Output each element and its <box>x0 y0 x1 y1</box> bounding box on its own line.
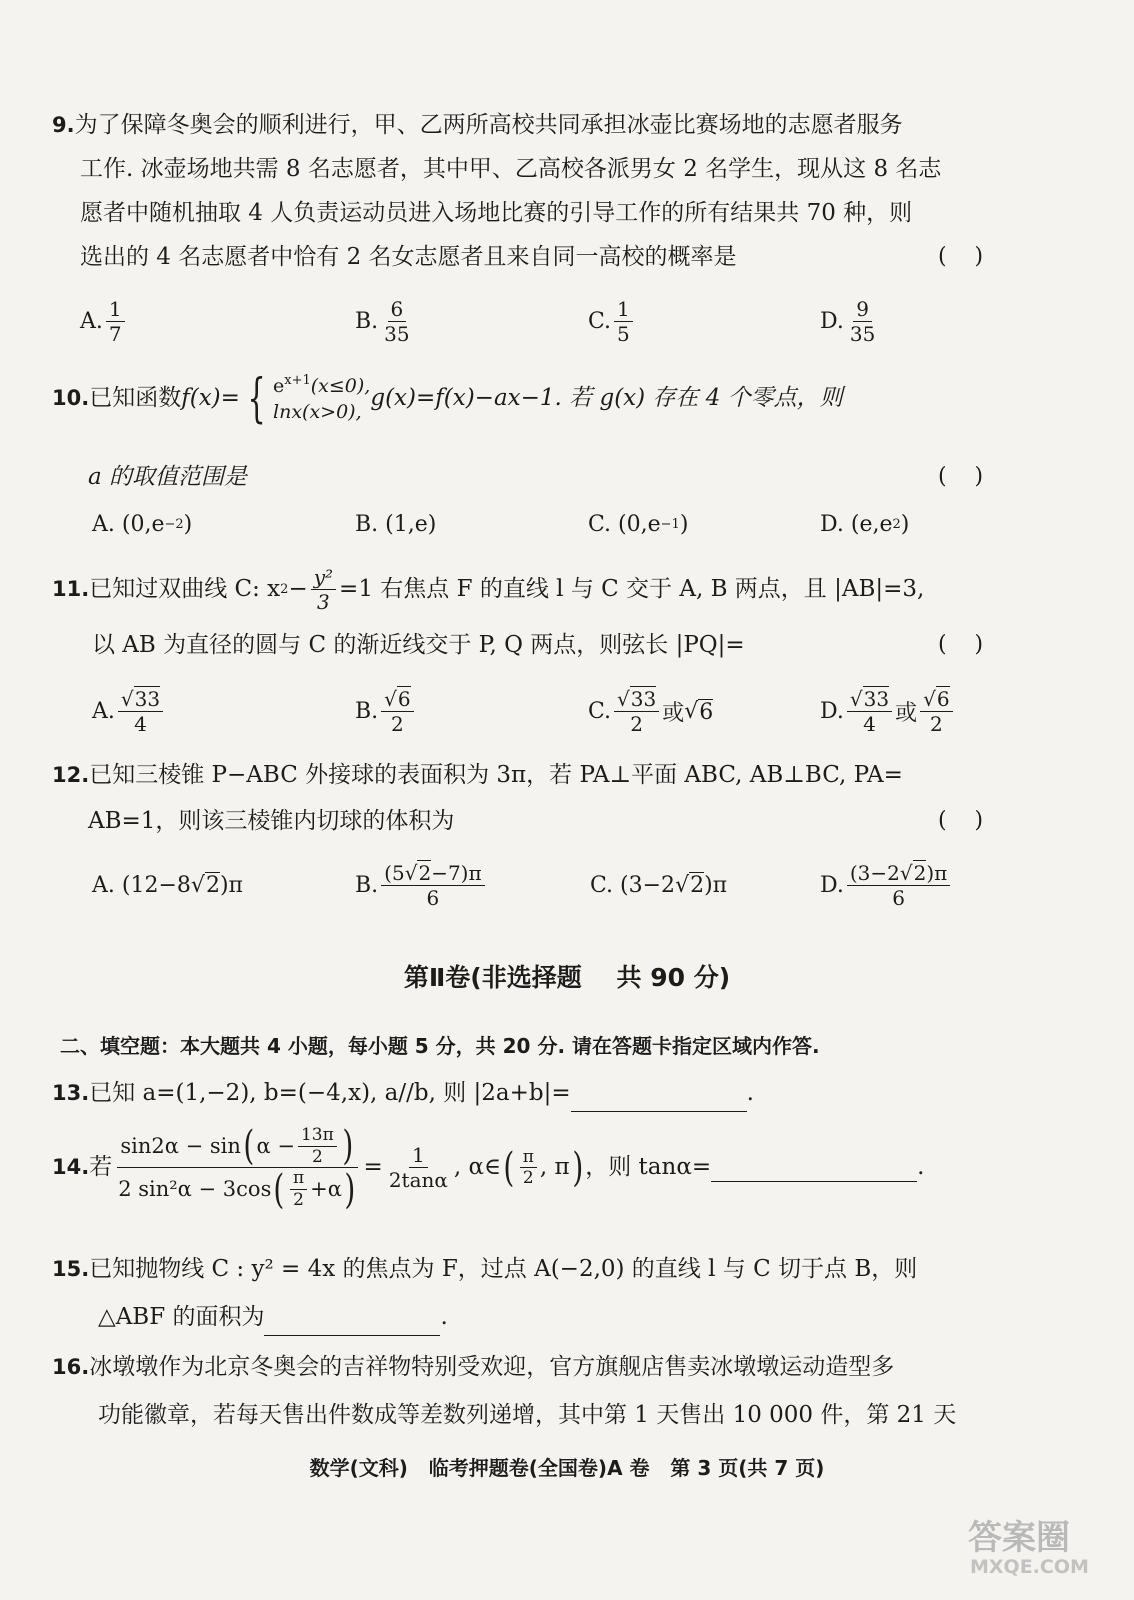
q11-text-pre: 已知过双曲线 C: x <box>89 575 281 602</box>
denominator: 2 <box>391 712 404 736</box>
option-exponent: −1 <box>660 517 680 532</box>
or-word: 或 <box>895 701 918 726</box>
radicand: 2 <box>205 873 220 898</box>
q9-option-b <box>355 298 416 345</box>
radicand: 33 <box>863 687 890 711</box>
q10-line2: a 的取值范围是 <box>88 464 248 490</box>
q10-option-c <box>588 512 688 537</box>
fraction <box>847 688 892 735</box>
numerator: 9 <box>853 298 872 322</box>
q16-line2: 功能徽章，若每天售出件数成等差数列递增，其中第 1 天售出 10 000 件，第 21 天 <box>98 1402 957 1428</box>
numerator: (5√2−7)π <box>381 862 484 886</box>
denominator: 2 <box>522 1168 534 1189</box>
q9-line2: 工作. 冰壶场地共需 8 名志愿者，其中甲、乙高校各派男女 2 名学生，现从这 8 名志 <box>80 156 942 182</box>
case1-condition: (x≤0), <box>310 375 371 397</box>
option-label: B. <box>355 512 379 537</box>
q11-option-c: C. $\frac{√33}{2}$ 或 √ 6 <box>588 687 714 736</box>
q13-line <box>52 1080 754 1112</box>
option-label: B. <box>355 699 379 724</box>
q14-main-fraction <box>115 1123 360 1213</box>
q11-line1: 11. 已知过双曲线 C: x 2 − $\frac{\text{y²}}{3}$ =1 右焦点 F 的直线 l 与 C 交于 A, B 两点，且 |AB|=3, <box>52 565 925 614</box>
q12-option-a: A. (12−8 √ 2 )π <box>92 872 243 898</box>
option-close: ) <box>900 512 910 537</box>
q12-text-line1: 已知三棱锥 P−ABC 外接球的表面积为 3π，若 PA⊥平面 ABC, AB⊥BC, PA= <box>89 762 903 788</box>
fraction <box>381 862 484 909</box>
q13-text: 已知 a=(1,−2), b=(−4,x), a//b, 则 |2a+b|= <box>89 1080 571 1106</box>
option-close: )π <box>704 872 728 898</box>
q12-number: 12. <box>52 763 90 787</box>
option-label: D. <box>820 699 844 724</box>
q10-option-b <box>355 512 436 537</box>
watermark-logo: 答案圈 <box>968 1518 1070 1558</box>
right-paren: ) <box>342 1123 354 1170</box>
q11-number: 11. <box>52 576 90 601</box>
q12-option-c: C. (3−2 √ 2 )π <box>590 872 728 898</box>
numerator <box>117 1123 358 1170</box>
q14-number: 14. <box>52 1155 90 1180</box>
q15-number: 15. <box>52 1257 90 1281</box>
q16-line1 <box>52 1354 894 1382</box>
numerator-pre: (3−2 <box>849 861 900 885</box>
fraction <box>298 1126 337 1166</box>
option-label: A. <box>80 309 103 334</box>
fraction <box>290 1169 307 1209</box>
q9-line3: 愿者中随机抽取 4 人负责运动员进入场地比赛的引导工作的所有结果共 70 种，则 <box>80 200 913 226</box>
radicand: 33 <box>630 687 657 711</box>
numerator: √33 <box>118 688 163 712</box>
period: . <box>440 1304 448 1330</box>
q12-answer-paren: ( ) <box>938 808 984 833</box>
numerator: (3−2√2)π <box>847 862 950 886</box>
denominator: 35 <box>384 322 410 346</box>
q9-line4: 选出的 4 名志愿者中恰有 2 名女志愿者且来自同一高校的概率是 <box>80 244 737 270</box>
case1-base: e <box>273 375 285 397</box>
right-paren: ) <box>571 1144 583 1191</box>
q9-number: 9. <box>52 113 75 137</box>
q11-option-d <box>820 688 956 735</box>
fraction <box>106 298 125 345</box>
q11-option-a <box>92 688 166 735</box>
fraction <box>381 688 413 735</box>
denominator: 2 <box>293 1190 304 1211</box>
denominator: 7 <box>108 322 122 346</box>
fraction <box>920 688 952 735</box>
numerator: 1 <box>614 298 633 322</box>
option-label: B. <box>355 309 379 334</box>
numerator: √6 <box>920 688 952 712</box>
option-close: ) <box>679 512 689 537</box>
option-label: A. <box>92 872 115 898</box>
piecewise-brace: { <box>247 368 266 429</box>
q10-option-d <box>820 512 909 537</box>
q12-option-b <box>355 862 488 909</box>
denominator: 4 <box>134 712 147 736</box>
option-text: (3−2 <box>620 872 676 898</box>
numerator: 1 <box>409 1144 428 1168</box>
option-label: C. <box>588 309 612 334</box>
q15-text-line2: △ABF 的面积为 <box>98 1304 265 1330</box>
denominator: 4 <box>863 712 876 736</box>
condition-text: , π <box>539 1154 570 1181</box>
numerator: y² <box>311 566 336 590</box>
part2-heading: 第Ⅱ卷(非选择题 共 90 分) <box>403 963 731 992</box>
q11-answer-paren: ( ) <box>938 632 984 657</box>
radicand: 2 <box>690 873 705 898</box>
radicand: 2 <box>913 861 927 885</box>
case1-exponent: x+1 <box>284 373 311 388</box>
fraction <box>118 688 163 735</box>
radicand: 6 <box>699 699 714 725</box>
fraction <box>311 566 336 613</box>
left-paren: ( <box>503 1144 515 1191</box>
piecewise-case-2: lnx(x>0), <box>273 400 362 423</box>
option-close: ) <box>183 512 193 537</box>
q9-option-c <box>588 298 636 345</box>
radicand: 33 <box>134 687 161 711</box>
q10-fx: f(x)= <box>181 384 240 411</box>
option-label: D. <box>820 873 844 898</box>
denominator: 5 <box>617 322 630 346</box>
section2-title: 二、填空题：本大题共 4 小题，每小题 5 分，共 20 分. 请在答题卡指定区域内作答. <box>60 1034 820 1058</box>
fraction <box>386 1144 451 1191</box>
equals: = <box>363 1154 383 1181</box>
q10-answer-paren: ( ) <box>938 464 984 489</box>
numerator: 6 <box>388 298 407 322</box>
piecewise-case-1 <box>273 372 370 400</box>
piecewise-cases <box>273 372 370 425</box>
q11-text-post: =1 右焦点 F 的直线 l 与 C 交于 A, B 两点，且 |AB|=3, <box>339 575 925 602</box>
denominator: 2 <box>929 712 943 736</box>
q11-option-b <box>355 688 417 735</box>
q11-exponent: 2 <box>280 581 289 597</box>
fraction <box>847 298 878 345</box>
q10-number: 10. <box>52 386 90 411</box>
fraction <box>381 298 412 345</box>
q12-line1 <box>52 762 903 790</box>
denominator: 6 <box>892 886 905 910</box>
option-text: (0,e <box>618 512 661 537</box>
radicand: 2 <box>418 861 432 885</box>
q9-text-line1: 为了保障冬奥会的顺利进行，甲、乙两所高校共同承担冰壶比赛场地的志愿者服务 <box>74 112 903 138</box>
denominator: 6 <box>426 886 440 910</box>
numerator: 1 <box>106 298 125 322</box>
numerator: π <box>290 1169 307 1190</box>
option-label: A. <box>92 699 115 724</box>
numerator-text: sin2α − sin <box>120 1133 241 1158</box>
radicand: 6 <box>397 687 411 711</box>
denominator: 2 <box>311 1146 323 1167</box>
q15-text-line1: 已知抛物线 C : y² = 4x 的焦点为 F，过点 A(−2,0) 的直线 l 与 C 切于点 B，则 <box>89 1256 918 1282</box>
option-text: (0,e <box>121 512 165 537</box>
q15-line2 <box>98 1304 448 1336</box>
numerator: √6 <box>381 688 413 712</box>
q12-option-d <box>820 862 953 909</box>
q11-line2: 以 AB 为直径的圆与 C 的渐近线交于 P, Q 两点，则弦长 |PQ|= <box>92 632 745 658</box>
period: . <box>746 1080 754 1106</box>
fraction <box>847 862 950 909</box>
q14-after-text: ，则 tanα= <box>585 1154 712 1181</box>
numerator: 13π <box>298 1126 337 1147</box>
numerator-pre: (5 <box>384 861 405 885</box>
numerator-post: −7)π <box>431 861 482 885</box>
watermark-url: MXQE.COM <box>970 1556 1089 1578</box>
fraction <box>614 688 659 735</box>
option-close: )π <box>219 872 243 898</box>
q10-text-post: g(x)=f(x)−ax−1. 若 g(x) 存在 4 个零点，则 <box>370 384 843 411</box>
numerator: √33 <box>847 688 892 712</box>
q9-option-d <box>820 298 881 345</box>
denominator-inner: +α <box>310 1177 342 1202</box>
option-text: (12−8 <box>121 872 191 898</box>
option-label: B. <box>355 873 379 898</box>
denominator: 35 <box>849 322 876 346</box>
numerator-post: )π <box>926 861 948 885</box>
option-exponent: −2 <box>164 517 184 532</box>
q13-answer-blank[interactable] <box>571 1083 747 1112</box>
page-footer: 数学(文科) 临考押题卷(全国卷)A 卷 第 3 页(共 7 页) <box>309 1456 825 1480</box>
radicand: 6 <box>936 687 950 711</box>
option-text: (e,e <box>850 512 893 537</box>
fraction <box>614 298 633 345</box>
denominator: 3 <box>317 590 330 614</box>
q10-line1 <box>52 368 843 429</box>
option-label: A. <box>92 512 115 537</box>
right-paren: ) <box>344 1166 356 1213</box>
denominator: 2tanα <box>388 1168 448 1193</box>
q13-number: 13. <box>52 1081 90 1105</box>
q9-answer-paren: ( ) <box>938 244 984 269</box>
q9-line1 <box>52 112 903 140</box>
numerator: √33 <box>614 688 659 712</box>
q14-line <box>52 1123 925 1213</box>
option-label: D. <box>820 512 844 537</box>
q9-option-a <box>80 298 128 345</box>
q10-option-a <box>92 512 192 537</box>
option-label: C. <box>588 699 612 724</box>
q16-text-line1: 冰墩墩作为北京冬奥会的吉祥物特别受欢迎，官方旗舰店售卖冰墩墩运动造型多 <box>89 1354 895 1380</box>
option-label: D. <box>820 309 844 334</box>
option-text: (1,e) <box>385 512 437 537</box>
q14-ruo: 若 <box>89 1154 113 1181</box>
left-paren: ( <box>273 1166 285 1213</box>
left-paren: ( <box>243 1123 255 1170</box>
q15-answer-blank[interactable] <box>264 1307 440 1336</box>
q14-answer-blank[interactable] <box>711 1154 917 1183</box>
period: . <box>917 1154 925 1181</box>
q12-line2: AB=1，则该三棱锥内切球的体积为 <box>88 808 455 834</box>
denominator <box>115 1166 360 1213</box>
or-word: 或 <box>662 701 685 726</box>
numerator: π <box>520 1148 537 1169</box>
option-label: C. <box>588 512 612 537</box>
q15-line1 <box>52 1256 917 1284</box>
fraction <box>520 1148 537 1188</box>
option-exponent: 2 <box>892 517 901 532</box>
option-label: C. <box>590 872 614 898</box>
denominator-text: 2 sin²α − 3cos <box>118 1177 272 1202</box>
condition-text: , α∈ <box>453 1154 502 1181</box>
q16-number: 16. <box>52 1355 90 1379</box>
numerator-inner: α − <box>256 1133 295 1158</box>
denominator: 2 <box>630 712 644 736</box>
q10-text-pre: 已知函数 <box>89 384 182 411</box>
